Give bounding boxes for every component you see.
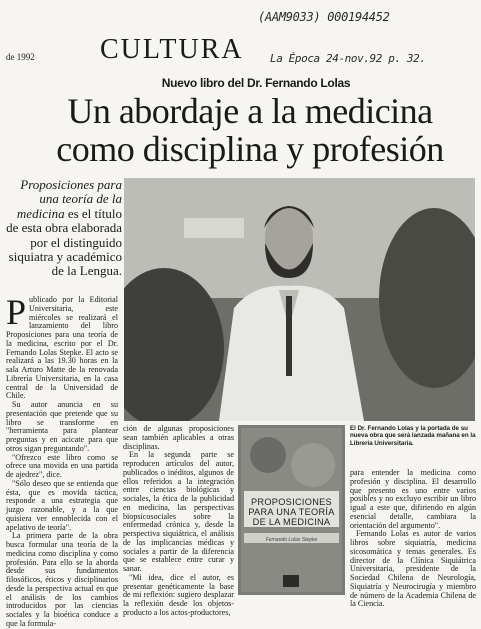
book-cover bbox=[238, 425, 345, 595]
paragraph: "Ofrezco este libro como se ofrece una movida en una partida de ajedrez", dice. bbox=[6, 452, 118, 479]
paragraph: "Sólo deseo que se entienda que ésta, que es movida táctica, responde a una estrategia que juzgo razonable, y a la que quisiera ver ennoblecida con el apelativo de teoría". bbox=[6, 478, 118, 532]
book-cover-author: Fernando Lolas Stepke bbox=[265, 537, 318, 543]
book-cover-title: PROPOSICIONES PARA UNA TEORÍA DE LA MEDICINA bbox=[248, 497, 335, 527]
author-photo bbox=[124, 178, 475, 421]
paragraph: para entender la medicina como profesión y disciplina. El desarrollo que presento es uno entre varios posibles y no excluyo escribir un libro igual a este que, difiriendo en algún esencial detalle, cambiara la orientación del argumento". bbox=[350, 468, 476, 530]
paragraph: ción de algunas proposiciones sean también aplicables a otras disciplinas. bbox=[123, 424, 234, 451]
dek-book-title: Proposiciones para una teoría de la medicina bbox=[16, 177, 122, 221]
headline: Un abordaje a la medicina como disciplina y profesión bbox=[56, 91, 444, 169]
article-column-1 bbox=[6, 292, 118, 629]
handwritten-archive-note: (AAM9033) 000194452 bbox=[258, 10, 390, 24]
article-column-3 bbox=[350, 469, 476, 609]
paragraph: La primera parte de la obra busca formular una teoría de la medicina como disciplina y como profesión. Para ello se la aborda desde sus fundamentos filosóficos, éticos y disciplinarios desde la perspectiva actual en que el análisis de los cambios introducidos por las ciencias sociales y la bioética conduce a que la formula- bbox=[6, 531, 118, 628]
handwritten-source-note: La Época 24-nov.92 p. 32. bbox=[270, 52, 426, 65]
dek bbox=[6, 178, 122, 279]
paragraph: Su autor anuncia en su presentación que pretende que su libro se transforme en "herramienta para plantear preguntas y en acicate para que otros sigan preguntando". bbox=[6, 400, 118, 453]
photo-caption: El Dr. Fernando Lolas y la portada de su nueva obra que será lanzada mañana en la Librería Universitaria. bbox=[350, 425, 476, 447]
paragraph: ublicado por la Editorial Universitaria, este miércoles se realizará el lanzamiento del libro Proposiciones para una teoría de la medicina, escrito por el Dr. Fernando Lolas Stepke. El acto se realizará a las 19.30 horas en la sala Arturo Matte de la renovada Librería Universitaria, en la casa central de la Universidad de Chile. bbox=[6, 295, 118, 401]
dek-text: es el título de esta obra elaborada por el distinguido siquiatra y académico de la Lengua. bbox=[6, 205, 122, 279]
article-column-2 bbox=[123, 425, 234, 618]
section-title: CULTURA bbox=[100, 34, 244, 65]
paragraph: Fernando Lolas es autor de varios libros sobre siquiatría, medicina sicosomática y temas generales. Es director de la Clínica Siquiátrica Universitaria, presidente de la Sociedad Chilena de Neurología, Siquiatría y Neurocirugía y miembro de número de la Academia Chilena de la Ciencia. bbox=[350, 529, 476, 609]
paragraph: En la segunda parte se reproducen artículos del autor, publicados o inéditos, algunos de ellos referidos a la integración entre ciencias biológicas y sociales, la ética de la publicidad en medicina, las perspectivas biopsicosociales sobre la enfermedad crónica y, desde la perspectiva siquiátrica, el análisis de las implicancias médicas y sociales a partir de la diferencia que se establece entre curar y sanar. bbox=[123, 450, 234, 573]
drop-cap: P bbox=[6, 292, 27, 332]
date-fragment: de 1992 bbox=[6, 52, 35, 62]
paragraph: "Mi idea, dice el autor, es presentar genéticamente la base de mi reflexión: sugiero desplazar la reflexión desde los objetos-producto a los actos-productores, bbox=[123, 572, 234, 617]
subhead: Nuevo libro del Dr. Fernando Lolas bbox=[161, 76, 351, 90]
